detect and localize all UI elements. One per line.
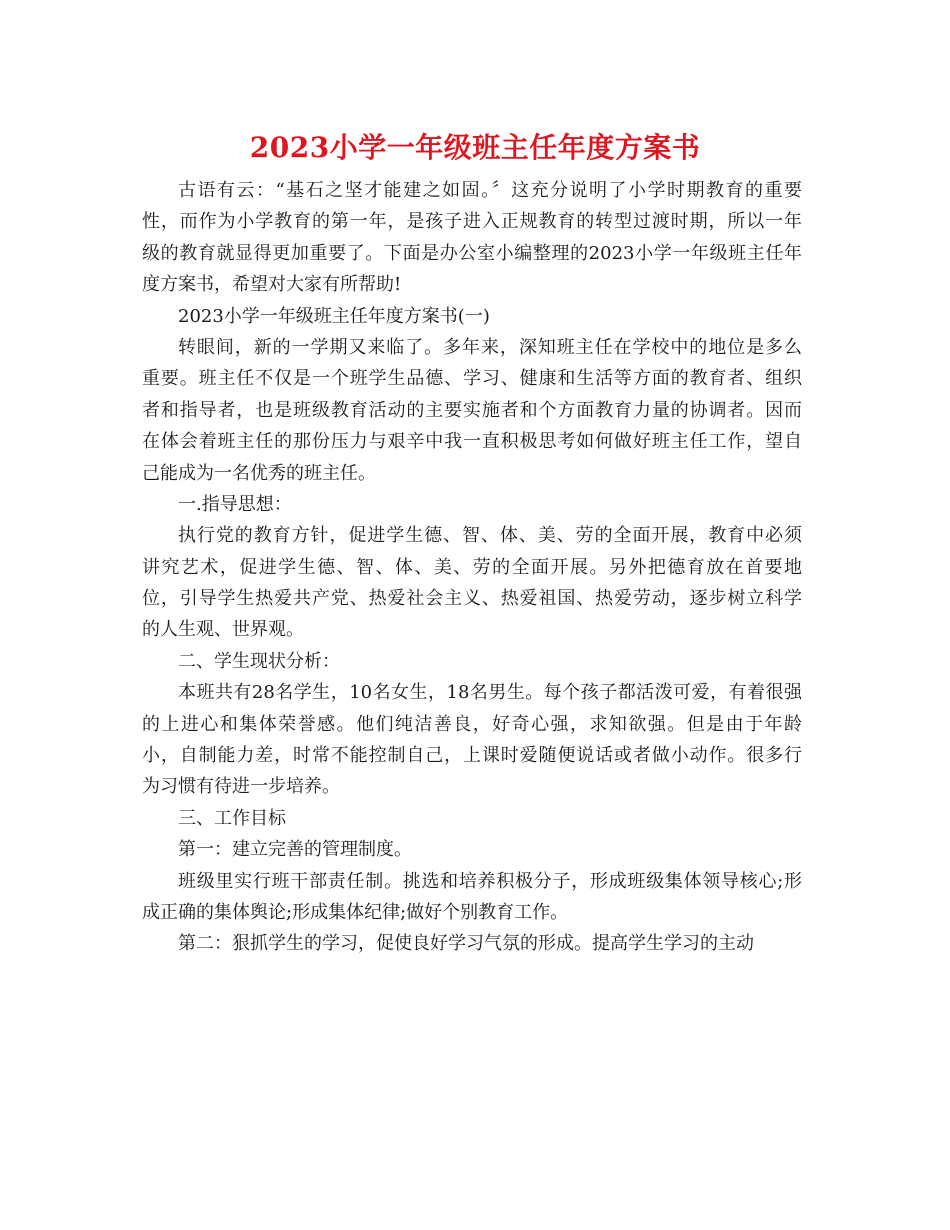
paragraph-line: 本班共有28名学生，10名女生，18名男生。每个孩子都活泼可爱，有着很强 bbox=[178, 682, 802, 704]
section-heading: 三、工作目标 bbox=[178, 807, 286, 829]
paragraph-line: 小，自制能力差，时常不能控制自己，上课时爱随便说话或者做小动作。很多行 bbox=[142, 745, 802, 767]
section-subtitle: 2023小学一年级班主任年度方案书(一) bbox=[178, 305, 490, 327]
paragraph-line: 班级里实行班干部责任制。挑选和培养积极分子，形成班级集体领导核心;形 bbox=[178, 870, 802, 892]
section-heading: 二、学生现状分析： bbox=[178, 650, 340, 672]
document-title: 2023小学一年级班主任年度方案书 bbox=[249, 131, 701, 164]
paragraph-line: 在体会着班主任的那份压力与艰辛中我一直积极思考如何做好班主任工作，望自 bbox=[142, 431, 802, 453]
paragraph-line: 的上进心和集体荣誉感。他们纯洁善良，好奇心强，求知欲强。但是由于年龄 bbox=[142, 713, 802, 735]
paragraph-line: 为习惯有待进一步培养。 bbox=[142, 776, 340, 798]
paragraph-line: 第二：狠抓学生的学习，促使良好学习气氛的形成。提高学生学习的主动 bbox=[178, 933, 754, 955]
paragraph-line: 第一：建立完善的管理制度。 bbox=[178, 839, 412, 861]
paragraph-line: 转眼间，新的一学期又来临了。多年来，深知班主任在学校中的地位是多么 bbox=[178, 336, 802, 358]
document-body bbox=[142, 175, 802, 960]
section-heading: 一.指导思想： bbox=[178, 493, 292, 515]
paragraph-line: 性，而作为小学教育的第一年，是孩子进入正规教育的转型过渡时期，所以一年 bbox=[142, 211, 802, 233]
paragraph-line: 的人生观、世界观。 bbox=[142, 619, 304, 641]
paragraph-line: 古语有云：“基石之坚才能建之如固。〞这充分说明了小学时期教育的重要 bbox=[178, 180, 802, 201]
paragraph-line: 重要。班主任不仅是一个班学生品德、学习、健康和生活等方面的教育者、组织 bbox=[142, 368, 802, 390]
paragraph-line: 执行党的教育方针，促进学生德、智、体、美、劳的全面开展，教育中必须 bbox=[178, 525, 802, 547]
paragraph-line: 成正确的集体舆论;形成集体纪律;做好个别教育工作。 bbox=[142, 901, 569, 923]
paragraph-line: 者和指导者，也是班级教育活动的主要实施者和个方面教育力量的协调者。因而 bbox=[142, 399, 802, 421]
paragraph-line: 级的教育就显得更加重要了。下面是办公室小编整理的2023小学一年级班主任年 bbox=[142, 242, 802, 264]
paragraph-line: 讲究艺术，促进学生德、智、体、美、劳的全面开展。另外把德育放在首要地 bbox=[142, 556, 802, 578]
paragraph-line: 位，引导学生热爱共产党、热爱社会主义、热爱祖国、热爱劳动，逐步树立科学 bbox=[142, 588, 802, 610]
paragraph-line: 度方案书，希望对大家有所帮助! bbox=[142, 274, 402, 296]
paragraph-line: 己能成为一名优秀的班主任。 bbox=[142, 462, 376, 484]
